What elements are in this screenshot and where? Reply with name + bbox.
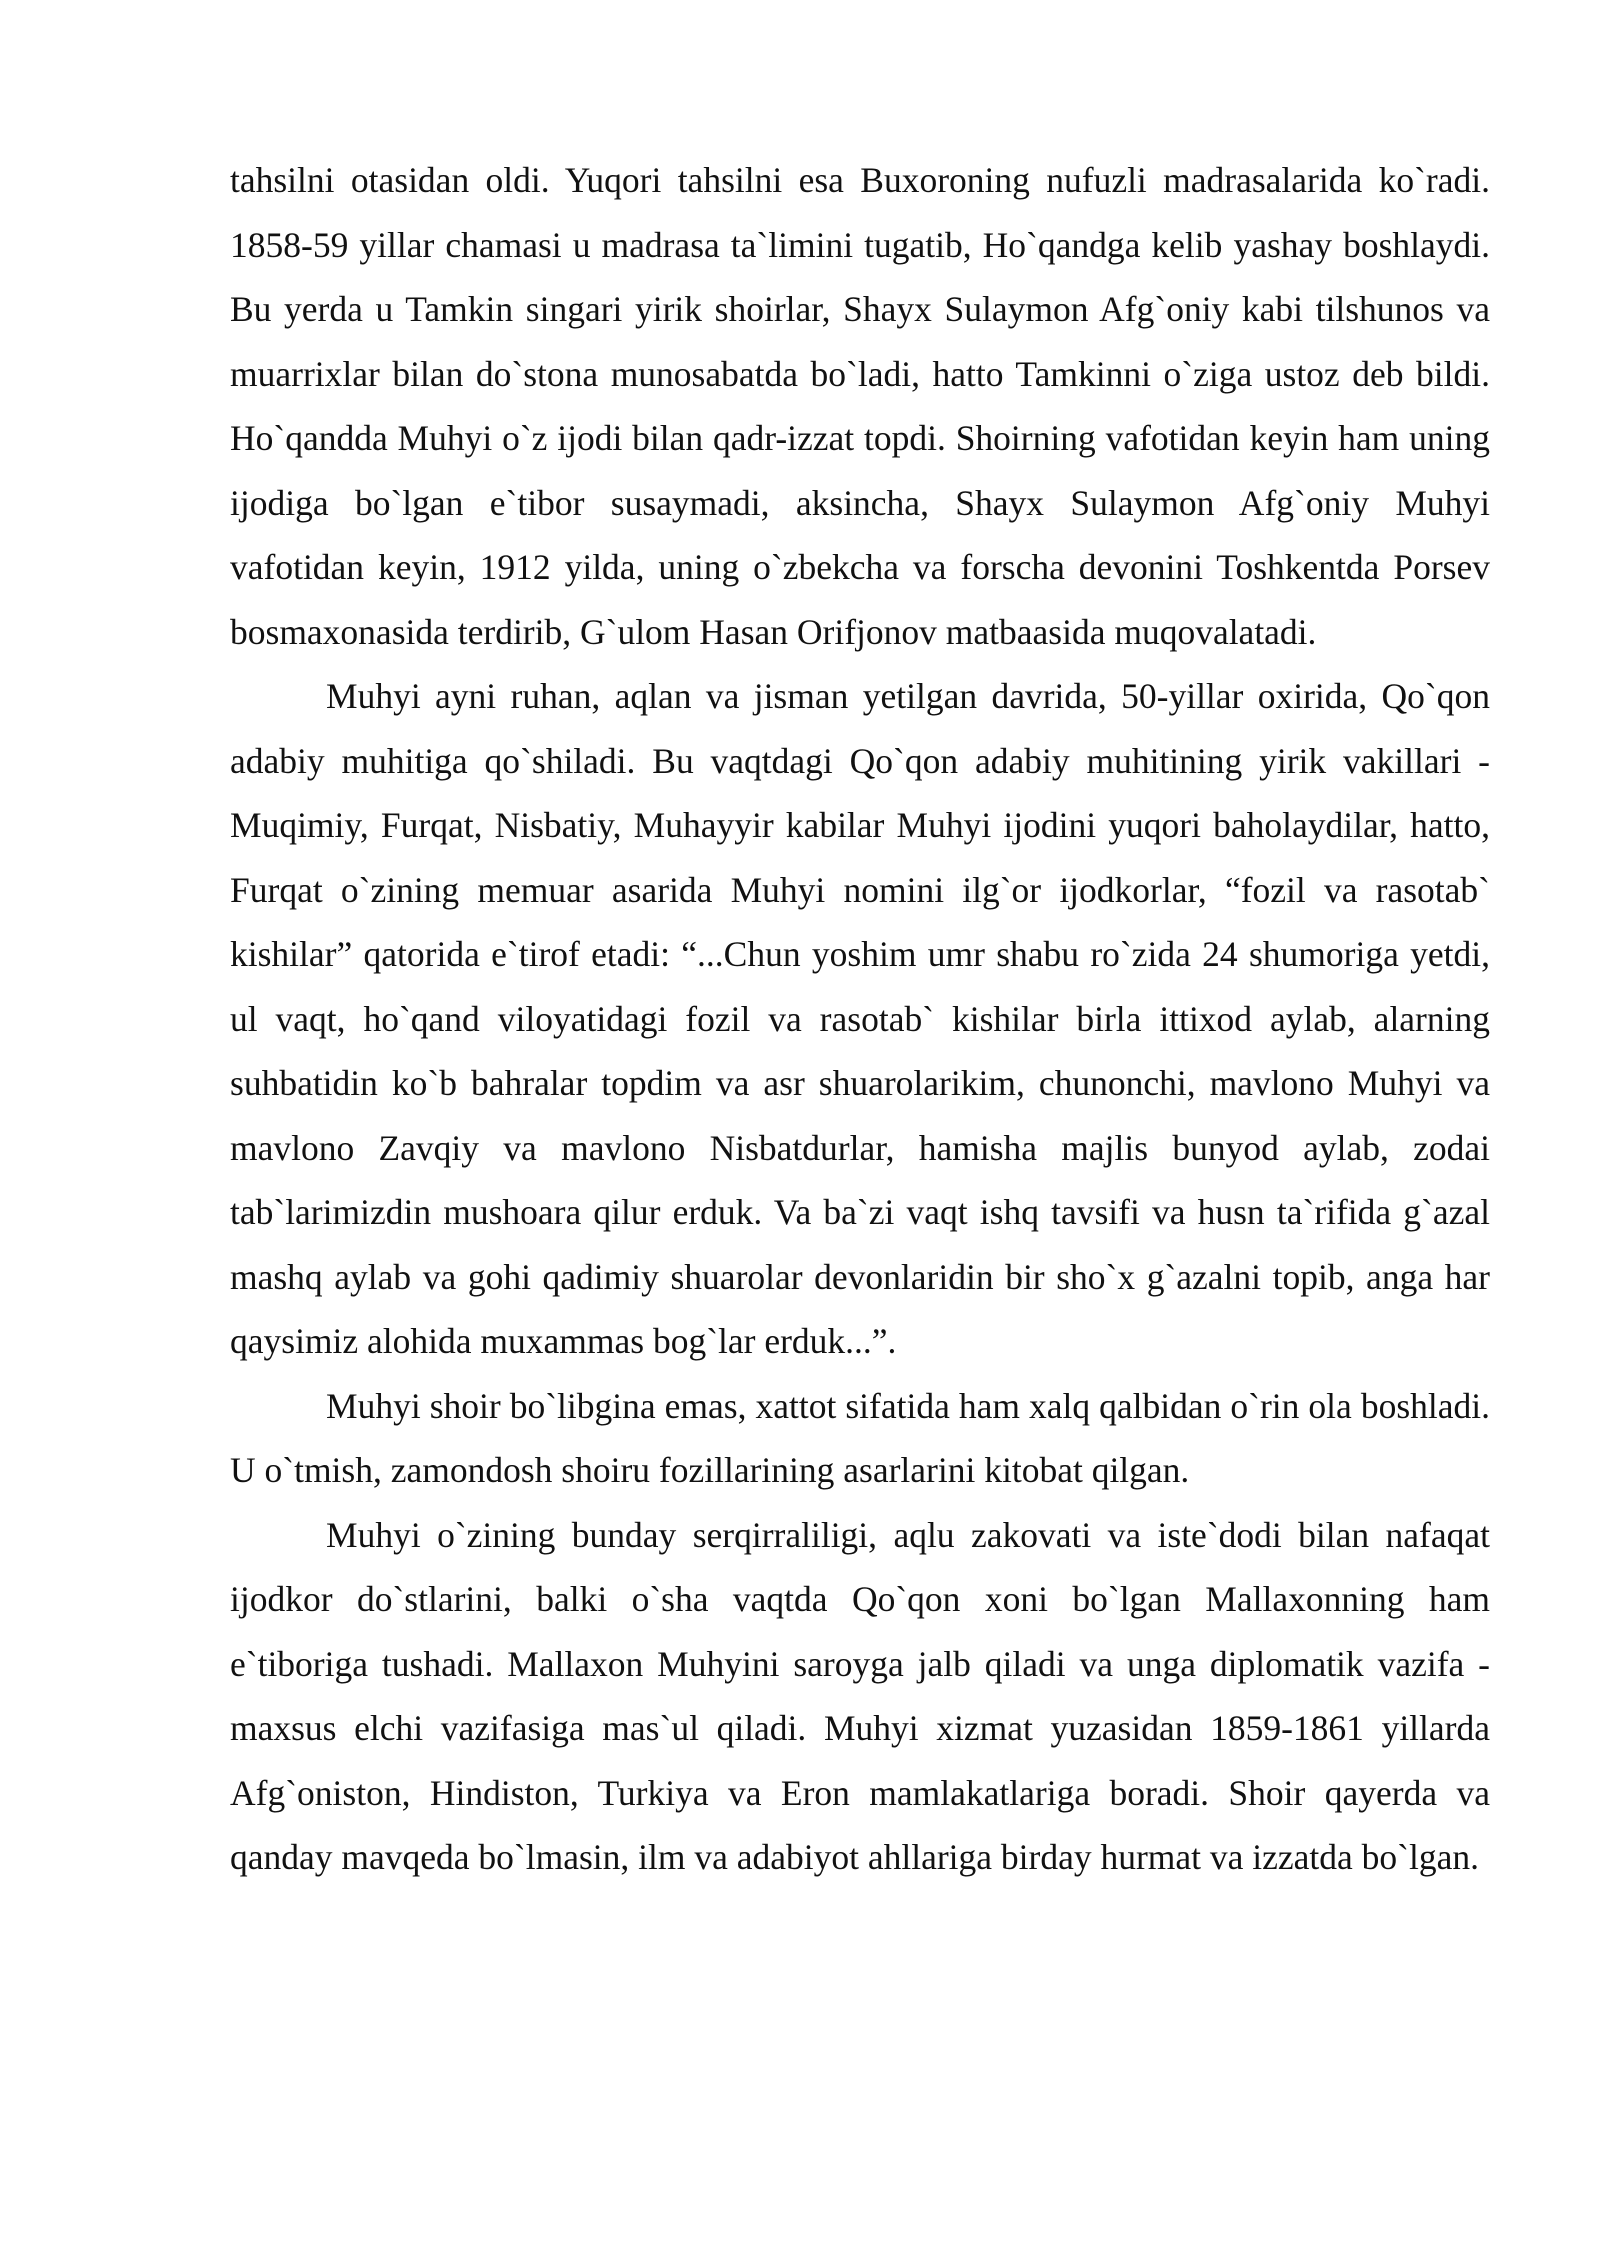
paragraph-3: Muhyi shoir bo`libgina emas, xattot sifatida ham xalq qalbidan o`rin ola boshladi. U o`tmish, zamondosh shoiru fozillarining asarlarini kitobat qilgan. (230, 1385, 1490, 1490)
paragraph-4: Muhyi o`zining bunday serqirraliligi, aqlu zakovati va iste`dodi bilan nafaqat ijodkor do`stlarini, balki o`sha vaqtda Qo`qon xoni bo`lgan Mallaxonning ham e`tiboriga tushadi. Mallaxon Muhyini saroyga jalb qiladi va unga diplomatik vazifa - maxsus elchi vazifasiga mas`ul qiladi. Muhyi xizmat yuzasidan 1859-1861 yillarda Afg`oniston, Hindiston, Turkiya va Eron mamlakatlariga boradi. Shoir qayerda va qanday mavqeda bo`lmasin, ilm va adabiyot ahllariga birday hurmat va izzatda bo`lgan. (230, 1514, 1490, 1877)
paragraph-2: Muhyi ayni ruhan, aqlan va jisman yetilgan davrida, 50-yillar oxirida, Qo`qon adabiy muhitiga qo`shiladi. Bu vaqtdagi Qo`qon adabiy muhitining yirik vakillari - Muqimiy, Furqat, Nisbatiy, Muhayyir kabilar Muhyi ijodini yuqori baholaydilar, hatto, Furqat o`zining memuar asarida Muhyi nomini ilg`or ijodkorlar, “fozil va rasotab` kishilar” qatorida e`tirof etadi: “...Chun yoshim umr shabu ro`zida 24 shumoriga yetdi, ul vaqt, ho`qand viloyatidagi fozil va rasotab` kishilar birla ittixod aylab, alarning suhbatidin ko`b bahralar topdim va asr shuarolarikim, chunonchi, mavlono Muhyi va mavlono Zavqiy va mavlono Nisbatdurlar, hamisha majlis bunyod aylab, zodai tab`larimizdin mushoara qilur erduk. Va ba`zi vaqt ishq tavsifi va husn ta`rifida g`azal mashq aylab va gohi qadimiy shuarolar devonlaridin bir sho`x g`azalni topib, anga har qaysimiz alohida muxammas bog`lar erduk...”. (230, 676, 1490, 1361)
paragraph-1: tahsilni otasidan oldi. Yuqori tahsilni esa Buxoroning nufuzli madrasalarida ko`radi. 1858-59 yillar chamasi u madrasa ta`limini tugatib, Ho`qandga kelib yashay boshlaydi. Bu yerda u Tamkin singari yirik shoirlar, Shayx Sulaymon Afg`oniy kabi tilshunos va muarrixlar bilan do`stona munosabatda bo`ladi, hatto Tamkinni o`ziga ustoz deb bildi. Ho`qandda Muhyi o`z ijodi bilan qadr-izzat topdi. Shoirning vafotidan keyin ham uning ijodiga bo`lgan e`tibor susaymadi, aksincha, Shayx Sulaymon Afg`oniy Muhyi vafotidan keyin, 1912 yilda, uning o`zbekcha va forscha devonini Toshkentda Porsev bosmaxonasida terdirib, G`ulom Hasan Orifjonov matbaasida muqovalatadi. (230, 160, 1490, 652)
document-body (230, 148, 1490, 1890)
